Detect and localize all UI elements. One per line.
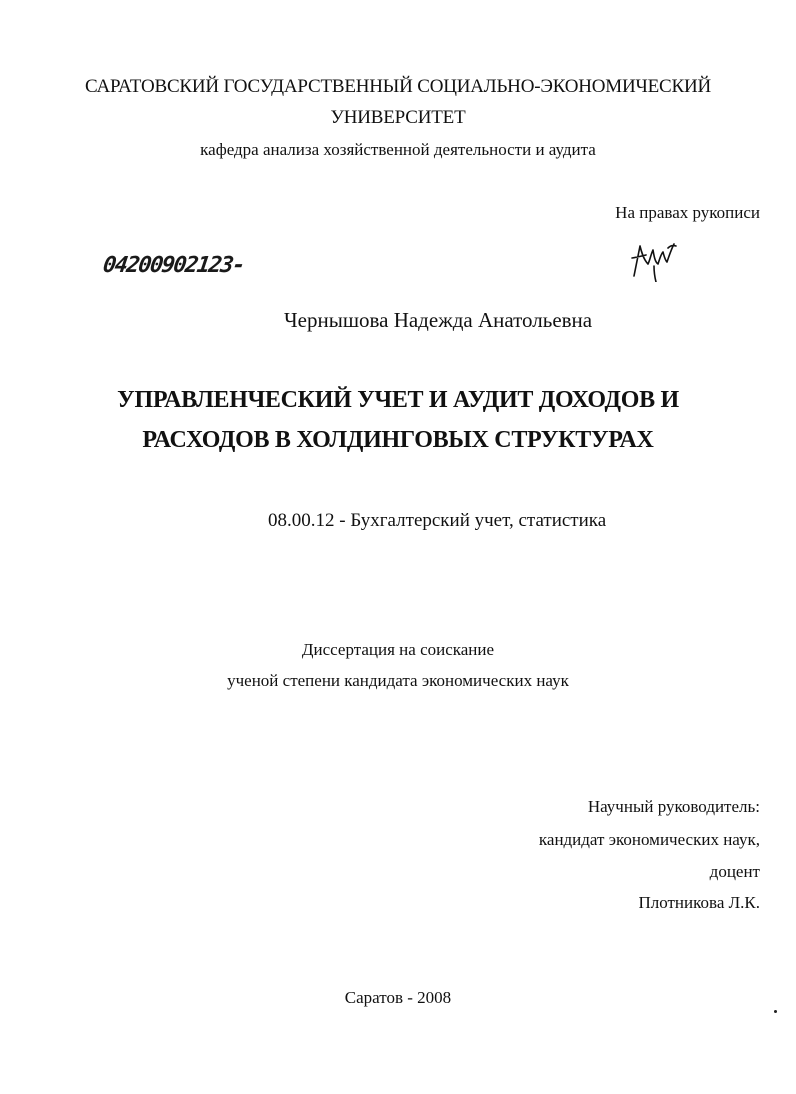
supervisor-label: Научный руководитель: bbox=[587, 797, 760, 816]
supervisor-rank: доцент bbox=[709, 862, 760, 881]
author-name: Чернышова Надежда Анатольевна bbox=[284, 308, 593, 332]
manuscript-rights-note: На правах рукописи bbox=[615, 203, 760, 222]
dissertation-title-line1: УПРАВЛЕНЧЕСКИЙ УЧЕТ И АУДИТ ДОХОДОВ И bbox=[117, 387, 679, 413]
supervisor-name: Плотникова Л.К. bbox=[638, 893, 760, 912]
supervisor-degree: кандидат экономических наук, bbox=[538, 830, 760, 849]
dissertation-type-line2: ученой степени кандидата экономических наук bbox=[227, 671, 569, 690]
university-name-line2: УНИВЕРСИТЕТ bbox=[330, 107, 466, 128]
university-name-line1: САРАТОВСКИЙ ГОСУДАРСТВЕННЫЙ СОЦИАЛЬНО-ЭКОНОМИЧЕСКИЙ bbox=[84, 76, 712, 97]
dissertation-type-line1: Диссертация на соискание bbox=[301, 640, 495, 659]
archive-stamp-number: 04200902123- bbox=[101, 253, 246, 278]
handwritten-signature bbox=[628, 238, 682, 282]
scan-speck bbox=[774, 1010, 777, 1013]
dissertation-title-line2: РАСХОДОВ В ХОЛДИНГОВЫХ СТРУКТУРАХ bbox=[142, 427, 654, 453]
city-year: Саратов - 2008 bbox=[344, 988, 452, 1007]
specialty-code: 08.00.12 - Бухгалтерский учет, статистика bbox=[268, 510, 607, 531]
department-name: кафедра анализа хозяйственной деятельности и аудита bbox=[200, 140, 596, 159]
